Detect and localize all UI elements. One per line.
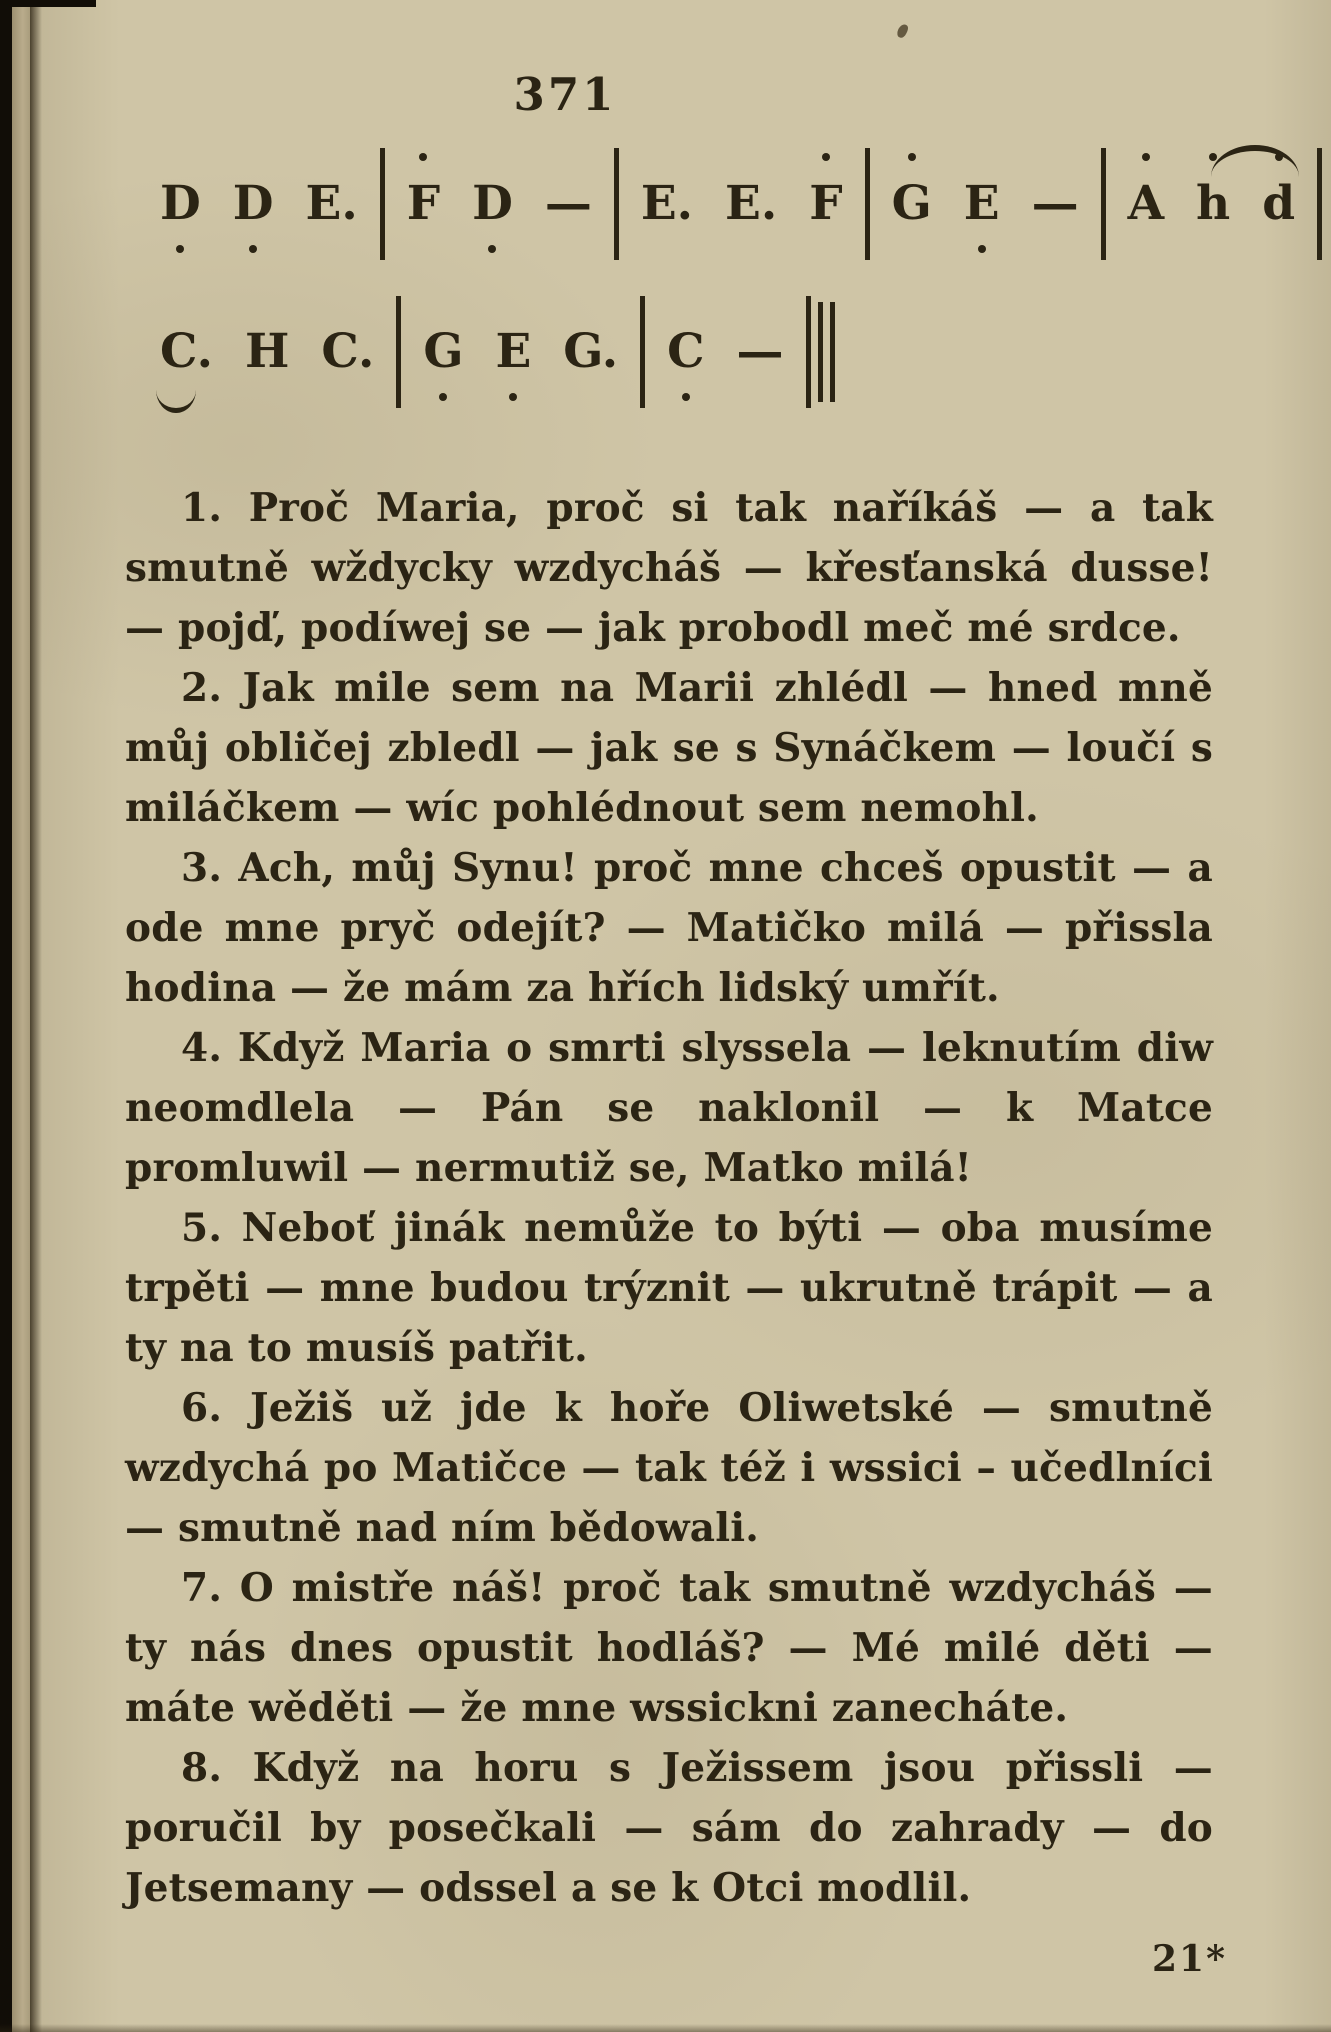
octave-dot-above <box>1275 153 1283 161</box>
octave-dot-below <box>682 393 690 401</box>
music-bar <box>401 297 640 407</box>
note-token: E. <box>640 176 694 231</box>
music-bar <box>385 149 614 259</box>
music-bar <box>138 297 396 407</box>
signature-mark: 21* <box>1152 1938 1227 1980</box>
note-token: C. <box>160 297 213 407</box>
octave-dot-below <box>176 245 184 253</box>
octave-dot-above <box>1209 153 1217 161</box>
music-line-1 <box>138 148 1322 260</box>
note-token: E <box>964 149 1000 259</box>
note-token: d <box>1262 149 1295 259</box>
music-bar <box>1106 149 1318 259</box>
verse-paragraph: 2. Jak mile sem na Marii zhlédl — hned mně můj obličej zbledl — jak se s Synáčkem — loučí s miláčkem — wíc pohlédnout sem nemohl. <box>125 665 1213 831</box>
music-bar <box>138 149 380 259</box>
page-edge-strip <box>12 0 30 2032</box>
octave-dot-above <box>822 153 830 161</box>
note-token: F <box>407 149 440 259</box>
octave-dot-below <box>249 245 257 253</box>
verse-paragraph: 8. Když na horu s Ježissem jsou přissli — poručil by posečkali — sám do zahrady — do Jetsemany — odssel a se k Otci modlil. <box>125 1745 1213 1911</box>
note-token: F <box>809 149 842 259</box>
note-token: G <box>892 149 932 259</box>
note-token: D <box>160 149 201 259</box>
music-line-2 <box>138 296 1322 408</box>
music-bar <box>619 149 865 259</box>
note-token: E. <box>305 176 358 231</box>
octave-dot-below <box>488 245 496 253</box>
octave-dot-above <box>1142 153 1150 161</box>
music-notation-block <box>138 148 1322 408</box>
note-token: E <box>495 297 531 407</box>
verse-paragraph: 6. Ježiš už jde k hoře Oliwetské — smutně wzdychá po Matičce — tak též i wssici – učedlníci — smutně nad ním bědowali. <box>125 1385 1213 1551</box>
note-token: G <box>423 297 463 407</box>
verse-paragraph: 4. Když Maria o smrti slyssela — leknutím diw neomdlela — Pán se naklonil — k Matce promluwil — nermutiž se, Matko milá! <box>125 1025 1213 1191</box>
slur-arc-below <box>156 390 196 413</box>
verse-paragraph: 1. Proč Maria, proč si tak naříkáš — a tak smutně wždycky wzdycháš — křesťanská dusse! — pojď, podíwej se — jak probodl meč mé srdce. <box>125 485 1213 651</box>
scan-speck <box>896 23 910 39</box>
octave-dot-below <box>439 393 447 401</box>
note-token: A <box>1128 149 1164 259</box>
note-token: G. <box>563 324 619 379</box>
final-barline <box>818 302 823 402</box>
book-gutter-edge <box>0 0 12 2032</box>
music-bar <box>870 149 1101 259</box>
verse-paragraph: 3. Ach, můj Synu! proč mne chceš opustit — a ode mne pryč odejít? — Matičko milá — přissla hodina — že mám za hřích lidský umřít. <box>125 845 1213 1011</box>
music-bar <box>645 297 805 407</box>
note-token: H <box>244 324 290 379</box>
verse-paragraph: 5. Neboť jinák nemůže to býti — oba musíme trpěti — mne budou trýznit — ukrutně trápit — a ty na to musíš patřit. <box>125 1205 1213 1371</box>
scan-top-edge <box>0 0 96 7</box>
octave-dot-above <box>908 153 916 161</box>
note-token: D <box>472 149 513 259</box>
gutter-shadow <box>30 0 42 2032</box>
final-barline <box>830 302 835 402</box>
octave-dot-below <box>509 393 517 401</box>
verse-paragraph: 7. O mistře náš! proč tak smutně wzdycháš — ty nás dnes opustit hodláš? — Mé milé děti — máte wěděti — že mne wssickni zanecháte. <box>125 1565 1213 1731</box>
note-token: — <box>544 176 592 231</box>
note-token: C <box>667 297 704 407</box>
scan-bottom-edge <box>0 2024 1331 2032</box>
note-token: D <box>233 149 274 259</box>
note-token: — <box>736 324 784 379</box>
note-token: E. <box>725 176 778 231</box>
page-number: 371 <box>513 68 617 121</box>
note-token: — <box>1031 176 1079 231</box>
note-token: C. <box>321 324 375 379</box>
barline <box>806 296 811 408</box>
note-token: h <box>1196 149 1230 259</box>
verse-text-block <box>125 478 1213 1918</box>
octave-dot-below <box>978 245 986 253</box>
barline <box>1317 148 1322 260</box>
octave-dot-above <box>419 153 427 161</box>
